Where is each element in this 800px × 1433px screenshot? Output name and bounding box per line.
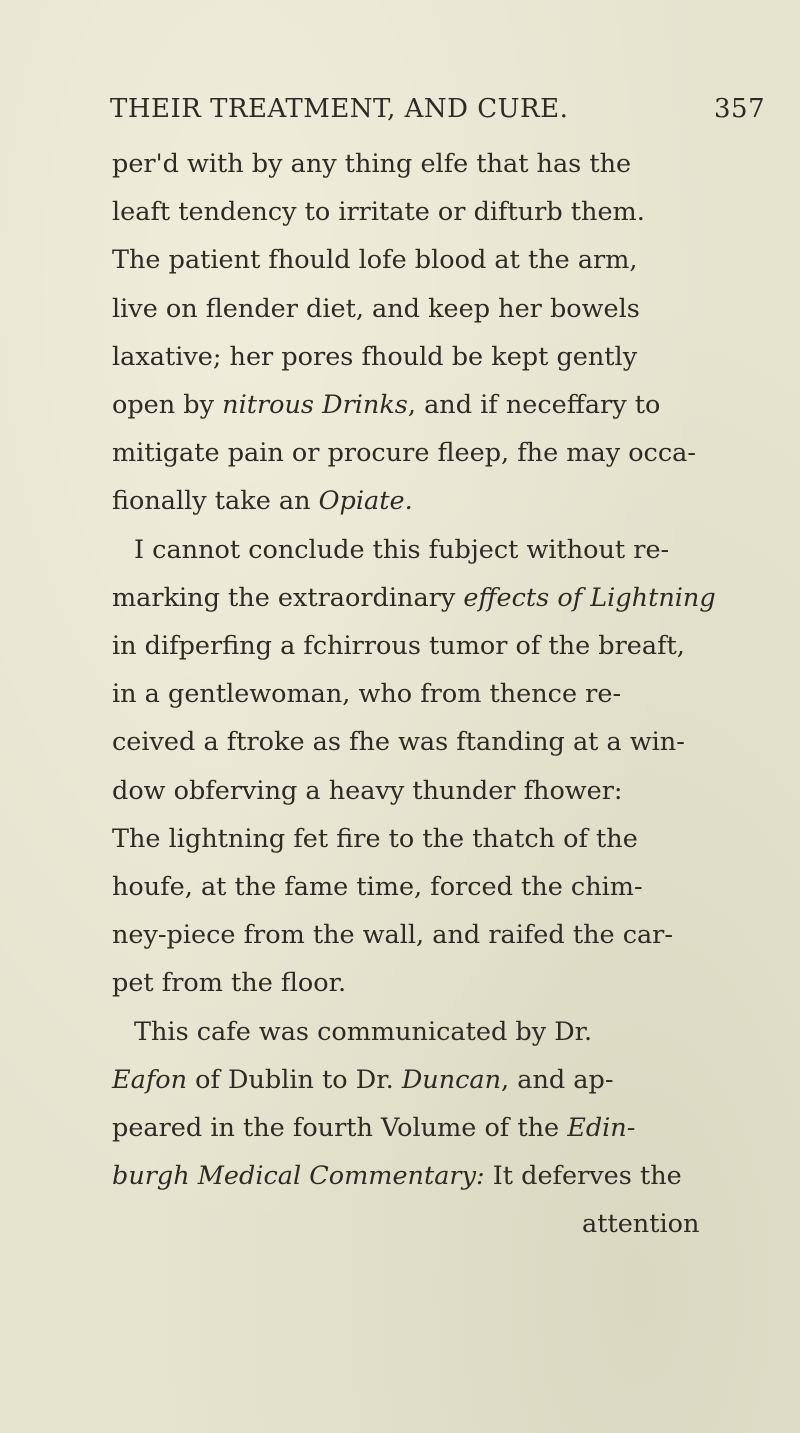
text-line <box>112 911 673 959</box>
text-segment: ceived a ftroke as fhe was ftanding at a win- <box>112 727 685 758</box>
text-segment: The patient fhould lofe blood at the arm, <box>112 245 638 276</box>
text-segment: It deferves the <box>484 1161 682 1192</box>
text-line <box>112 815 638 863</box>
italic-text: Duncan <box>401 1064 502 1095</box>
italic-text: burgh Medical Commentary: <box>112 1161 485 1192</box>
text-line <box>134 1008 592 1056</box>
text-segment: open by <box>112 390 223 420</box>
text-line <box>112 1104 635 1152</box>
text-segment: live on flender diet, and keep her bowels <box>112 293 640 324</box>
text-segment: pet from the floor. <box>112 968 347 999</box>
text-line <box>112 718 685 766</box>
text-segment: , and ap- <box>501 1064 614 1095</box>
page-number: 357 <box>714 94 766 124</box>
text-line <box>112 1056 613 1104</box>
italic-text: Opiate. <box>318 486 413 517</box>
text-segment: in difperfing a fchirrous tumor of the breaft, <box>112 631 685 661</box>
text-segment: The lightning fet fire to the thatch of the <box>112 823 638 854</box>
text-segment: of Dublin to Dr. <box>187 1064 402 1095</box>
text-line <box>112 333 637 381</box>
text-line <box>112 622 685 670</box>
running-title: THEIR TREATMENT, AND CURE. <box>110 94 569 124</box>
text-line <box>112 140 631 188</box>
text-segment: , and if neceffary to <box>407 390 661 420</box>
italic-text: nitrous Drinks <box>222 390 408 420</box>
text-segment: leaft tendency to irritate or difturb them. <box>112 197 645 228</box>
text-line <box>112 670 621 718</box>
text-line <box>112 285 640 333</box>
text-segment: laxative; her pores fhould be kept gently <box>112 341 638 372</box>
text-line <box>112 236 638 284</box>
text-segment: I cannot conclude this fubject without re- <box>134 534 670 565</box>
text-line <box>112 477 413 525</box>
text-segment: peared in the fourth Volume of the <box>112 1113 568 1143</box>
text-segment: attention <box>582 1209 700 1240</box>
text-line <box>112 188 645 236</box>
text-line <box>112 1152 682 1200</box>
italic-text: Eafon <box>112 1064 188 1095</box>
italic-text: effects of Lightning <box>463 582 716 613</box>
text-segment: mitigate pain or procure fleep, fhe may occa- <box>112 438 696 469</box>
text-line <box>112 767 623 815</box>
text-line <box>112 959 346 1007</box>
text-segment: This cafe was communicated by Dr. <box>134 1016 593 1047</box>
text-line <box>112 381 660 429</box>
text-line <box>112 863 643 911</box>
running-header <box>110 94 770 134</box>
text-segment: in a gentlewoman, who from thence re- <box>112 679 622 710</box>
text-segment: houfe, at the fame time, forced the chim- <box>112 872 643 902</box>
text-segment: fionally take an <box>112 486 319 517</box>
text-segment: ney-piece from the wall, and raifed the car- <box>112 920 673 951</box>
text-line <box>112 429 696 477</box>
text-segment: marking the extraordinary <box>112 582 464 613</box>
text-line <box>134 526 669 574</box>
italic-text: Edin- <box>567 1113 636 1143</box>
text-line <box>112 574 716 622</box>
text-segment: dow obferving a heavy thunder fhower: <box>112 775 623 806</box>
catchword <box>582 1200 699 1248</box>
text-segment: per'd with by any thing elfe that has the <box>112 149 632 179</box>
